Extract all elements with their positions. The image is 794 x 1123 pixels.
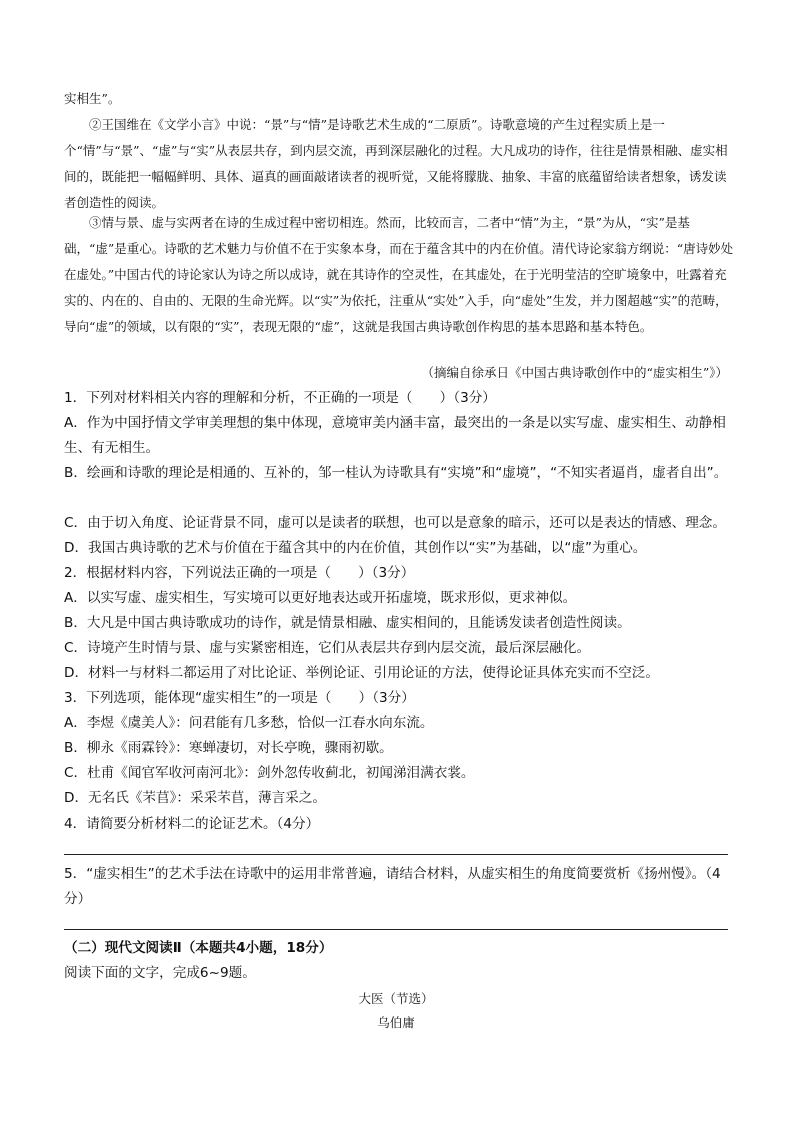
- question-5-stem: 5．“虚实相生”的艺术手法在诗歌中的运用非常普遍，请结合材料，从虚实相生的角度简要赏析《扬州慢》。（4分）: [64, 866, 721, 907]
- question-2-option-a: A．以实写虚、虚实相生，写实境可以更好地表达或开拓虚境，既求形似，更求神似。: [64, 590, 577, 606]
- question-2-option-c: C．诗境产生时情与景、虚与实紧密相连，它们从表层共存到内层交流，最后深层融化。: [64, 640, 591, 656]
- question-4-stem: 4．请简要分析材料二的论证艺术。（4分）: [64, 816, 320, 832]
- question-1-option-a: A．作为中国抒情文学审美理想的集中体现，意境审美内涵丰富，最突出的一条是以实写虚、虚实相生、动静相生、有无相生。: [64, 415, 726, 456]
- material-paragraph-tail: 实相生”。: [64, 91, 121, 106]
- question-2-option-b: B．大凡是中国古典诗歌成功的诗作，就是情景相融、虚实相间的，且能诱发读者创造性阅读。: [64, 615, 631, 631]
- question-2-option-d: D．材料一与材料二都运用了对比论证、举例论证、引用论证的方法，使得论证具体充实而不空泛。: [64, 665, 659, 681]
- question-1-option-d: D．我国古典诗歌的艺术与价值在于蕴含其中的内在价值，其创作以“实”为基础，以“虚”为重心。: [64, 540, 647, 556]
- section-2-heading: （二）现代文阅读Ⅱ（本题共4小题，18分）: [64, 940, 333, 956]
- question-3-option-d: D．无名氏《芣苢》：采采芣苢，薄言采之。: [64, 790, 326, 806]
- material-source: （摘编自徐承日《中国古典诗歌创作中的“虚实相生”》）: [421, 365, 728, 380]
- question-1-stem: 1．下列对材料相关内容的理解和分析，不正确的一项是（ ）（3分）: [64, 390, 496, 406]
- material-paragraph-2: ②王国维在《文学小言》中说：“景”与“情”是诗歌艺术生成的“二原质”。诗歌意境的产生过程实质上是一个“情”与“景”、“虚”与“实”从表层共存，到内层交流，再到深层融化的过程。大凡成功的诗作，往往是情景相融、虚实相间的，既能把一幅幅鲜明、具体、逼真的画面敲诸读者的视听觉，又能将朦胧、抽象、丰富的底蕴留给读者想象，诱发读者创造性的阅读。: [64, 117, 728, 210]
- section-2-instruction: 阅读下面的文字，完成6~9题。: [64, 965, 256, 981]
- question-3-option-b: B．柳永《雨霖铃》：寒蝉凄切，对长亭晚，骤雨初歇。: [64, 740, 393, 756]
- passage-author: 乌伯庸: [377, 1015, 415, 1030]
- answer-line-5: [64, 929, 728, 930]
- question-1-option-b: B．绘画和诗歌的理论是相通的、互补的，邹一桂认为诗歌具有“实境”和“虚境”，“不知实者逼肖，虚者自出”。: [64, 465, 728, 481]
- question-3-option-a: A．李煜《虞美人》：问君能有几多愁，恰似一江春水向东流。: [64, 715, 434, 731]
- question-1-option-c: C．由于切入角度、论证背景不同，虚可以是读者的联想，也可以是意象的暗示，还可以是表达的情感、理念。: [64, 515, 726, 531]
- question-3-stem: 3．下列选项，能体现“虚实相生”的一项是（ ）（3分）: [64, 690, 415, 706]
- passage-title: 大医（节选）: [358, 991, 434, 1006]
- question-2-stem: 2．根据材料内容，下列说法正确的一项是（ ）（3分）: [64, 565, 415, 581]
- answer-line-4: [64, 854, 728, 855]
- question-3-option-c: C．杜甫《闻官军收河南河北》：剑外忽传收蓟北，初闻涕泪满衣裳。: [64, 765, 475, 781]
- material-paragraph-3: ③情与景、虚与实两者在诗的生成过程中密切相连。然而，比较而言，二者中“情”为主，“景”为从，“实”是基础，“虚”是重心。诗歌的艺术魅力与价值不在于实象本身，而在于蕴含其中的内在价值。清代诗论家翁方纲说：“唐诗妙处在虚处。”中国古代的诗论家认为诗之所以成诗，就在其诗作的空灵性，在其虚处，在于光明莹洁的空旷境象中，吐露着充实的、内在的、自由的、无限的生命光辉。以“实”为依托，注重从“实处”入手，向“虚处”生发，并力图超越“实”的范畴，导向“虚”的领域，以有限的“实”，表现无限的“虚”，这就是我国古典诗歌创作构思的基本思路和基本特色。: [64, 215, 734, 334]
